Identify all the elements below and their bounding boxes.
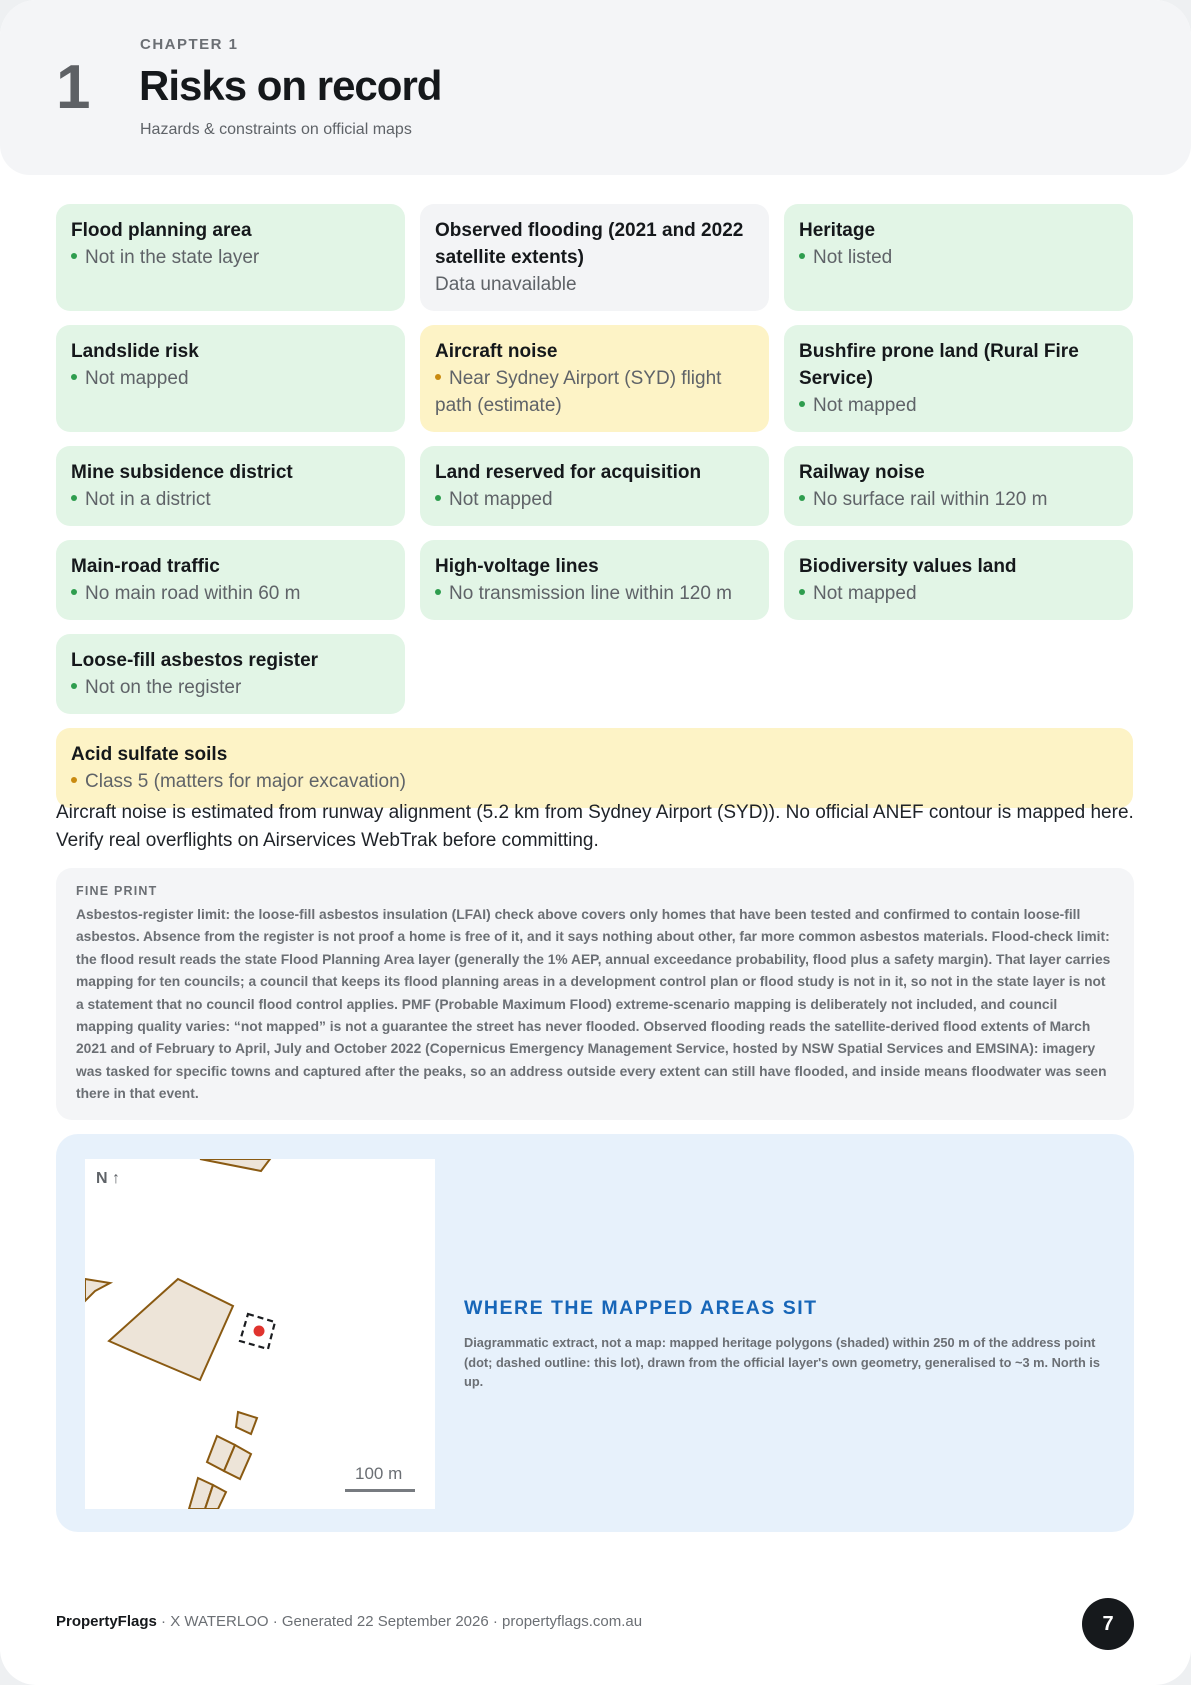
risk-card — [420, 325, 769, 432]
risk-card — [420, 540, 769, 620]
risk-card-title: Bushfire prone land (Rural Fire Service) — [799, 341, 1079, 389]
risk-card-status — [71, 674, 390, 701]
risk-card-title: Landslide risk — [71, 341, 199, 362]
risk-card-status — [435, 580, 754, 607]
aircraft-noise-note: Aircraft noise is estimated from runway alignment (5.2 km from Sydney Airport (SYD)). No official ANEF contour is mapped here. Verify real overflights on Airservices WebTrak before committing. — [56, 802, 1134, 851]
risk-card — [784, 540, 1133, 620]
risk-card-status — [71, 580, 390, 607]
heritage-polygon — [85, 1279, 110, 1301]
chapter-label: CHAPTER 1 — [140, 36, 239, 53]
map-canvas — [85, 1159, 435, 1509]
risk-card-status — [799, 244, 1118, 271]
risk-card-status — [71, 365, 390, 392]
page-title: Risks on record — [139, 62, 442, 109]
risk-card-status-text: Class 5 (matters for major excavation) — [85, 771, 406, 792]
risk-card-title: Main-road traffic — [71, 556, 220, 577]
risk-card — [56, 325, 405, 432]
risk-card — [56, 204, 405, 311]
chapter-header — [0, 0, 1191, 175]
risk-card-grid — [56, 204, 1134, 808]
fine-print-box — [56, 868, 1134, 1120]
heritage-polygon — [236, 1412, 257, 1434]
risk-card — [56, 634, 405, 714]
risk-card — [784, 325, 1133, 432]
status-dot-icon — [71, 683, 77, 689]
risk-card-status-text: Not on the register — [85, 677, 242, 698]
status-dot-icon — [71, 777, 77, 783]
north-arrow: N ↑ — [96, 1170, 120, 1187]
risk-card — [784, 204, 1133, 311]
risk-card-status-text: Not mapped — [449, 489, 553, 510]
risk-card-status — [71, 486, 390, 513]
map-description: Diagrammatic extract, not a map: mapped heritage polygons (shaded) within 250 m of the address point (dot; dashed outline: this lot), drawn from the official layer's own geometry, generalised to ~3 m. North is up. — [464, 1335, 1100, 1389]
risk-card-status — [71, 768, 1118, 795]
risk-card-status-text: Data unavailable — [435, 274, 577, 295]
risk-card-status — [799, 580, 1118, 607]
risk-card — [56, 446, 405, 526]
risk-card — [784, 446, 1133, 526]
heritage-polygon — [200, 1159, 270, 1171]
risk-card-title: Land reserved for acquisition — [435, 462, 702, 483]
footer-text: · X WATERLOO · Generated 22 September 2026 · propertyflags.com.au — [156, 1613, 643, 1630]
risk-card — [420, 446, 769, 526]
risk-card-title: High-voltage lines — [435, 556, 599, 577]
brand-name: PropertyFlags — [56, 1613, 157, 1630]
status-dot-icon — [799, 401, 805, 407]
status-dot-icon — [71, 374, 77, 380]
page-number: 7 — [1082, 1598, 1134, 1650]
fine-print-body: Asbestos-register limit: the loose-fill asbestos insulation (LFAI) check above covers only homes that have been tested and confirmed to contain loose-fill asbestos. Absence from the register is not proof a home is free of it, and it says nothing about other, far more common asbestos materials. Flood-check limit: the flood result reads the state Flood Planning Area layer (generally the 1% AEP, annual exceedance probability, flood plus a safety margin). That layer carries mapping for ten councils; a council that keeps its flood planning areas in a development control plan or flood study is not in it, so not in the state layer is not a statement that no council flood control applies. PMF (Probable Maximum Flood) extreme-scenario mapping is deliberately not included, and council mapping quality varies: “not mapped” is not a guarantee the street has never flooded. Observed flooding reads the satellite-derived flood extents of March 2021 and of February to April, July and October 2022 (Copernicus Emergency Management Service, hosted by NSW Spatial Services and EMSINA): imagery was tasked for specific towns and captured after the peaks, so an address outside every extent can still have flooded, and inside means floodwater was seen there in that event. — [76, 907, 1111, 1102]
risk-card-title: Railway noise — [799, 462, 925, 483]
risk-card-status-text: Not mapped — [85, 368, 189, 389]
risk-card-status-text: Near Sydney Airport (SYD) flight path (estimate) — [435, 368, 722, 416]
fine-print-heading: FINE PRINT — [76, 884, 158, 898]
scale-bar — [345, 1489, 415, 1492]
risk-card-title: Flood planning area — [71, 220, 252, 241]
risk-card-title: Heritage — [799, 220, 876, 241]
risk-card — [420, 204, 769, 311]
map-title: WHERE THE MAPPED AREAS SIT — [464, 1297, 818, 1319]
status-dot-icon — [71, 589, 77, 595]
risk-card-status-text: No main road within 60 m — [85, 583, 301, 604]
risk-card-title: Biodiversity values land — [799, 556, 1017, 577]
risk-card — [56, 728, 1133, 808]
risk-card-status-text: Not mapped — [813, 583, 917, 604]
risk-card-title: Acid sulfate soils — [71, 744, 228, 765]
risk-card-status — [799, 486, 1118, 513]
risk-card-status-text: Not in a district — [85, 489, 211, 510]
status-dot-icon — [435, 374, 441, 380]
footer — [56, 1613, 642, 1630]
scale-label: 100 m — [355, 1464, 403, 1483]
risk-card — [56, 540, 405, 620]
risk-card-title: Observed flooding (2021 and 2022 satellite extents) — [435, 220, 744, 268]
risk-card-status-text: Not mapped — [813, 395, 917, 416]
risk-card-status — [435, 271, 754, 298]
address-dot — [254, 1326, 265, 1337]
risk-card-status — [71, 244, 390, 271]
map-card — [56, 1134, 1134, 1532]
risk-card-status-text: No surface rail within 120 m — [813, 489, 1048, 510]
risk-card-status — [435, 365, 754, 419]
chapter-number: 1 — [56, 53, 90, 122]
risk-card-status — [435, 486, 754, 513]
risk-card-status-text: Not in the state layer — [85, 247, 260, 268]
status-dot-icon — [71, 495, 77, 501]
status-dot-icon — [799, 589, 805, 595]
status-dot-icon — [435, 495, 441, 501]
risk-card-status — [799, 392, 1118, 419]
status-dot-icon — [799, 495, 805, 501]
risk-card-title: Mine subsidence district — [71, 462, 293, 483]
page-subtitle: Hazards & constraints on official maps — [140, 121, 412, 138]
risk-card-status-text: Not listed — [813, 247, 893, 268]
risk-card-title: Aircraft noise — [435, 341, 558, 362]
status-dot-icon — [71, 253, 77, 259]
risk-card-title: Loose-fill asbestos register — [71, 650, 319, 671]
heritage-map-extract — [85, 1159, 435, 1509]
risk-card-status-text: No transmission line within 120 m — [449, 583, 733, 604]
heritage-polygon — [109, 1279, 233, 1380]
status-dot-icon — [435, 589, 441, 595]
status-dot-icon — [799, 253, 805, 259]
